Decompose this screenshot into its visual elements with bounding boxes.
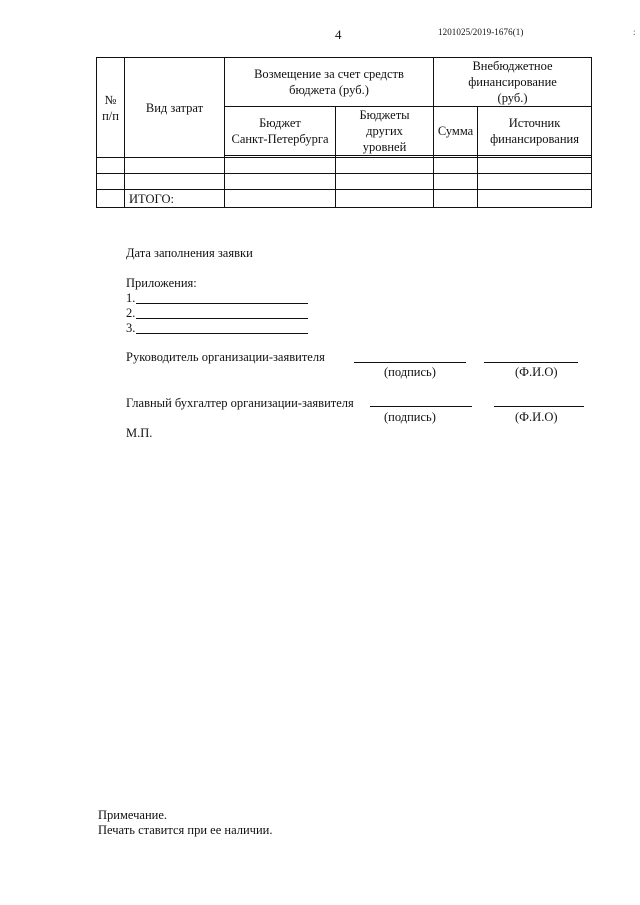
head-signature-caption: (подпись)	[384, 365, 436, 379]
attachment-3-line	[136, 333, 308, 334]
attachment-1-number: 1.	[126, 291, 136, 305]
attachment-3-number: 3.	[126, 321, 136, 335]
attachment-1-line	[136, 303, 308, 304]
head-label: Руководитель организации-заявителя	[126, 350, 325, 364]
group-budget-header: Возмещение за счет средств бюджета (руб.)	[225, 58, 434, 107]
attachment-2-number: 2.	[126, 306, 136, 320]
accountant-signature-caption: (подпись)	[384, 410, 436, 424]
accountant-signature-line	[370, 406, 472, 407]
head-name-line	[484, 362, 578, 363]
col-number-header: № п/п	[97, 58, 125, 158]
attachment-2-line	[136, 318, 308, 319]
page-number: 4	[335, 27, 342, 42]
group-extrabudget-header: Внебюджетное финансирование (руб.)	[434, 58, 592, 107]
note-text: Печать ставится при ее наличии.	[98, 823, 273, 837]
head-name-caption: (Ф.И.О)	[515, 365, 558, 379]
total-row	[97, 190, 592, 208]
document-id: 1201025/2019-1676(1)	[438, 27, 524, 37]
table-row	[97, 158, 592, 174]
sub-other-budgets-header: Бюджеты других уровней	[336, 107, 434, 156]
head-signature-line	[354, 362, 466, 363]
accountant-name-caption: (Ф.И.О)	[515, 410, 558, 424]
costs-table	[96, 57, 592, 208]
edge-mark: :	[633, 27, 636, 37]
col-cost-type-header: Вид затрат	[125, 58, 225, 158]
note-title: Примечание.	[98, 808, 168, 822]
accountant-name-line	[494, 406, 584, 407]
sub-spb-budget-header: Бюджет Санкт-Петербурга	[225, 107, 336, 156]
sub-source-header: Источник финансирования	[478, 107, 592, 156]
sub-sum-header: Сумма	[434, 107, 478, 156]
table-row	[97, 174, 592, 190]
attachments-label: Приложения:	[126, 276, 197, 290]
stamp-label: М.П.	[126, 426, 153, 440]
date-label: Дата заполнения заявки	[126, 246, 253, 260]
accountant-label: Главный бухгалтер организации-заявителя	[126, 396, 354, 410]
total-label: ИТОГО:	[125, 190, 225, 208]
